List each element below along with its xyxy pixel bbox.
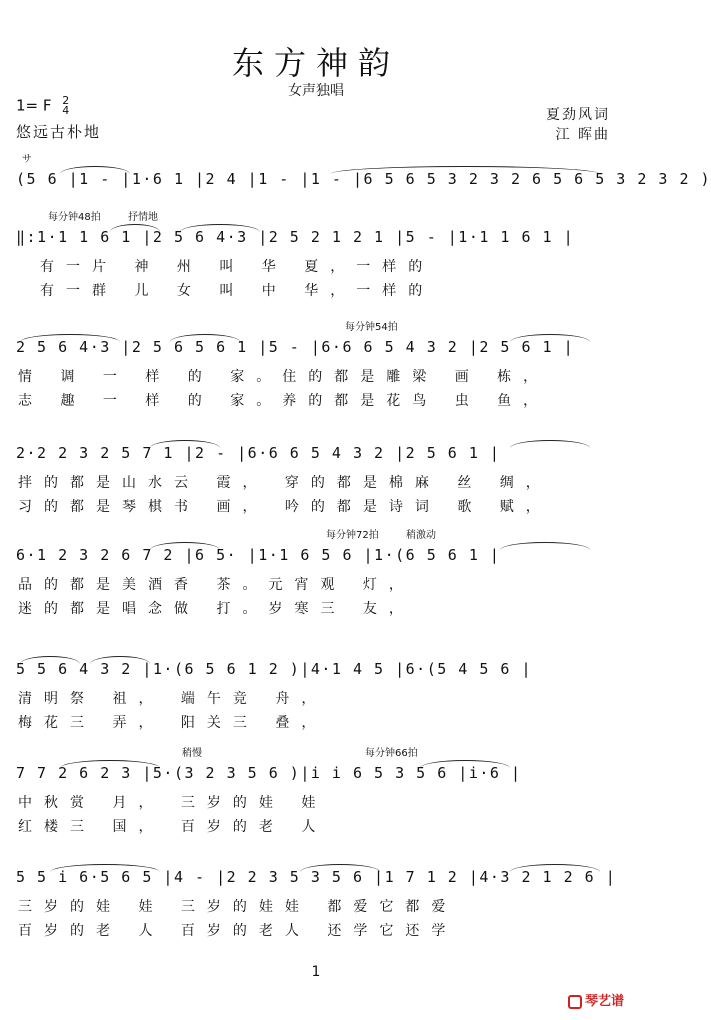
tempo-mark: 每分钟72拍 [326,530,379,541]
key-label: 1= F [16,96,52,115]
composer-credit: 江 晖曲 [555,127,610,143]
lyrics-verse-2: 百岁的老 人 百岁的老人 还学它还学 [18,923,458,939]
slur-mark [50,864,160,872]
time-top: 2 [62,94,70,107]
lyrics-verse-2: 梅花三 弄， 阳关三 叠， [18,715,328,731]
slur-mark [170,334,240,342]
song-title: 东方神韵 [231,44,400,82]
tempo-mark: 每分钟48拍 [48,212,101,223]
slur-mark [180,224,260,232]
slur-mark [500,542,590,550]
notes-line: (5 6 |1 - |1·6 1 |2 4 |1 - |1 - |6 5 6 5 3 2 3 2 6 5 6 5 3 2 3 2 ) [16,170,711,188]
notes-line: 2 5 6 4·3 |2 5 6 5 6 1 |5 - |6·6 6 5 4 3 2 |2 5 6 1 | [16,338,575,356]
time-bottom: 4 [62,104,70,117]
slur-mark [110,224,160,232]
slur-mark [150,542,220,550]
song-subtitle: 女声独唱 [288,83,344,99]
expression-mark: 抒情地 [128,212,158,223]
watermark-text: 琴艺谱 [584,994,624,1009]
lyrics-verse-2: 有一群 儿 女 叫 中 华，一样的 [40,283,435,299]
slur-mark [510,334,590,342]
logo-icon [568,995,582,1009]
lyrics-verse-2: 迷的都是唱念做 打。岁寒三 友， [18,601,415,617]
tempo-marking: 悠远古朴地 [16,123,102,141]
slur-mark [510,864,600,872]
lyricist-credit: 夏劲风词 [546,107,610,123]
system-mark: サ [22,154,32,165]
lyrics-verse-1: 中秋赏 月， 三岁的娃 娃 [18,795,328,811]
slur-mark [60,760,160,768]
slur-mark [330,166,600,174]
lyrics-verse-1: 情 调 一 样 的 家。住的都是雕梁 画 栋， [18,369,550,385]
notes-line: 2·2 2 3 2 5 7 1 |2 - |6·6 6 5 4 3 2 |2 5 6 1 | [16,444,501,462]
page-number: 1 [311,964,321,980]
slur-mark [20,334,120,342]
slur-mark [60,166,130,174]
slur-mark [150,440,220,448]
slur-mark [20,656,80,664]
tempo-mark: 稍慢 [182,748,202,759]
lyrics-verse-1: 清明祭 祖， 端午竞 舟， [18,691,328,707]
notes-line: 5 5 6 4 3 2 |1·(6 5 6 1 2 )|4·1 4 5 |6·(5 4 5 6 | [16,660,533,678]
tempo-mark: 每分钟66拍 [365,748,418,759]
expression-mark: 稍激动 [406,530,436,541]
slur-mark [300,864,380,872]
tempo-mark: 每分钟54拍 [345,322,398,333]
notes-line: 7 7 2 6 2 3 |5·(3 2 3 5 6 )|i i 6 5 3 5 6 |i·6 | [16,764,522,782]
slur-mark [90,656,150,664]
notes-line: ‖:1·1 1 6 1 |2 5 6 4·3 |2 5 2 1 2 1 |5 - |1·1 1 6 1 | [16,228,575,246]
lyrics-verse-1: 品的都是美酒香 茶。元宵观 灯， [18,577,415,593]
time-signature [62,96,69,116]
lyrics-verse-2: 红楼三 国， 百岁的老 人 [18,819,328,835]
lyrics-verse-2: 志 趣 一 样 的 家。养的都是花鸟 虫 鱼， [18,393,550,409]
slur-mark [420,760,510,768]
lyrics-verse-1: 三岁的娃 娃 三岁的娃娃 都爱它都爱 [18,899,458,915]
slur-mark [510,440,590,448]
notes-line: 6·1 2 3 2 6 7 2 |6 5· |1·1 6 5 6 |1·(6 5 6 1 | [16,546,501,564]
key-signature [16,96,69,116]
watermark-logo [568,990,624,1009]
lyrics-verse-1: 拌的都是山水云 霞， 穿的都是棉麻 丝 绸， [18,475,552,491]
lyrics-verse-2: 习的都是琴棋书 画， 吟的都是诗词 歌 赋， [18,499,552,515]
lyrics-verse-1: 有一片 神 州 叫 华 夏，一样的 [40,259,435,275]
notes-line: 5 5 i 6·5 6 5 |4 - |2 2 3 5 3 5 6 |1 7 1 2 |4·3 2 1 2 6 | [16,868,617,886]
